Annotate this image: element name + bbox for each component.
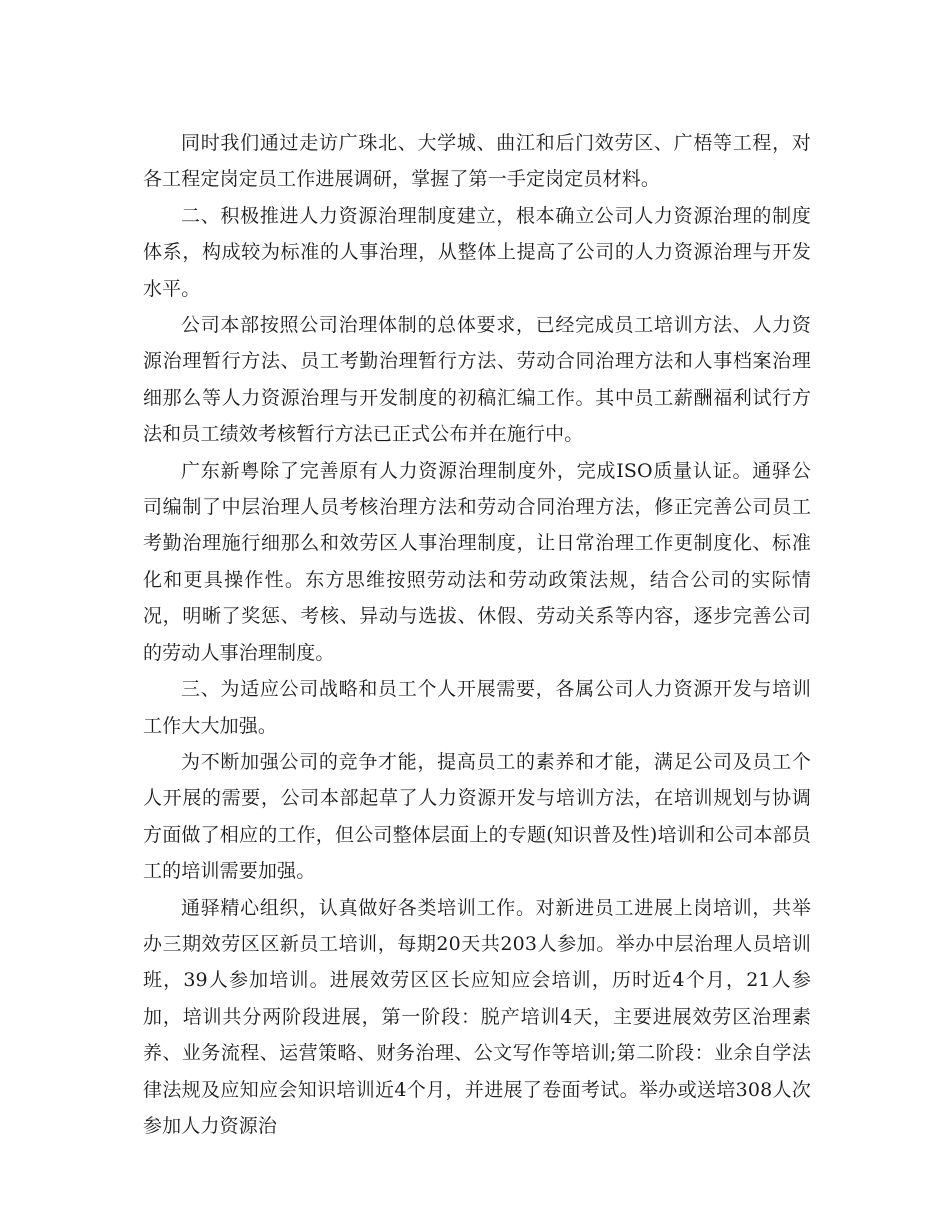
paragraph-headquarters-policies: 公司本部按照公司治理体制的总体要求，已经完成员工培训方法、人力资源治理暂行方法、员工考勤治理暂行方法、劳动合同治理方法和人事档案治理细那么等人力资源治理与开发制度的初稿汇编工作。其中员工薪酬福利试行方法和员工绩效考核暂行方法已正式公布并在施行中。 <box>143 314 811 446</box>
paragraph-heading-three: 三、为适应公司战略和员工个人开展需要，各属公司人力资源开发与培训工作大大加强。 <box>143 678 811 737</box>
paragraph-heading-two: 二、积极推进人力资源治理制度建立，根本确立公司人力资源治理的制度体系，构成较为标准的人事治理，从整体上提高了公司的人力资源治理与开发水平。 <box>143 204 811 300</box>
paragraph-site-visits: 同时我们通过走访广珠北、大学城、曲江和后门效劳区、广梧等工程，对各工程定岗定员工作进展调研，掌握了第一手定岗定员材料。 <box>143 132 811 191</box>
paragraph-training-plan: 为不断加强公司的竞争才能，提高员工的素养和才能，满足公司及员工个人开展的需要，公司本部起草了人力资源开发与培训方法，在培训规划与协调方面做了相应的工作，但公司整体层面上的专题(知识普及性)培训和公司本部员工的培训需要加强。 <box>143 750 811 883</box>
paragraph-subsidiary-policies: 广东新粤除了完善原有人力资源治理制度外，完成ISO质量认证。通驿公司编制了中层治理人员考核治理方法和劳动合同治理方法，修正完善公司员工考勤治理施行细那么和效劳区人事治理制度，让日常治理工作更制度化、标准化和更具操作性。东方思维按照劳动法和劳动政策法规，结合公司的实际情况，明晰了奖惩、考核、异动与选拔、休假、劳动关系等内容，逐步完善公司的劳动人事治理制度。 <box>143 459 811 664</box>
document-body <box>143 125 811 1144</box>
paragraph-training-activities: 通驿精心组织，认真做好各类培训工作。对新进员工进展上岗培训，共举办三期效劳区区新员工培训，每期20天共203人参加。举办中层治理人员培训班，39人参加培训。进展效劳区区长应知应会培训，历时近4个月，21人参加，培训共分两阶段进展，第一阶段：脱产培训4天，主要进展效劳区治理素养、业务流程、运营策略、财务治理、公文写作等培训;第二阶段：业余自学法律法规及应知应会知识培训近4个月，并进展了卷面考试。举办或送培308人次参加人力资源治 <box>143 896 811 1137</box>
